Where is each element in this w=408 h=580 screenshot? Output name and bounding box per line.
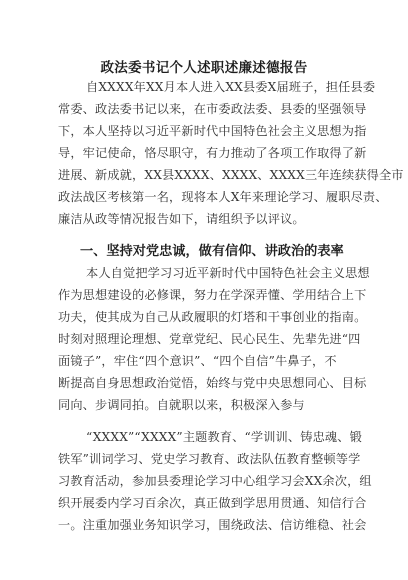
paragraph-line: 自XXXX年XX月本人进入XX县委X届班子，担任县委 <box>86 80 376 94</box>
document-title: 政法委书记个人述职述廉述德报告 <box>100 60 308 76</box>
section-heading: 一、坚持对党忠诚，做有信仰、讲政治的表率 <box>80 244 344 259</box>
paragraph-line: 廉洁从政等情况报告如下，请组织予以评议。 <box>58 212 305 226</box>
paragraph-line: 下，本人坚持以习近平新时代中国特色社会主义思想为指 <box>58 124 367 138</box>
paragraph-line: 一。注重加强业务知识学习，围绕政法、信访维稳、社会 <box>58 518 367 532</box>
paragraph-line: 导，牢记使命，恪尽职守，有力推动了各项工作取得了新 <box>58 146 367 160</box>
paragraph-line: 习教育活动，参加县委理论学习中心组学习会XX余次，组 <box>58 474 372 488</box>
paragraph-line: 织开展委内学习百余次，真正做到学思用贯通、知信行合 <box>58 496 367 510</box>
paragraph-line: 进展、新成就，XX县XXXX、XXXX、XXXX三年连续获得全市 <box>58 168 404 182</box>
paragraph-line: 常委、政法委书记以来，在市委政法委、县委的坚强领导 <box>58 102 367 116</box>
paragraph-line: 铁军”训词学习、党史学习教育、政法队伍教育整顿等学 <box>58 452 361 466</box>
paragraph-line: 时刻对照理论理想、党章党纪、民心民生、先辈先进“四 <box>58 332 361 346</box>
paragraph-line: 功夫，使其成为自己从政履职的灯塔和干事创业的指南。 <box>58 310 367 324</box>
paragraph-line: 政法战区考核第一名，现将本人X年来理论学习、履职尽责、 <box>58 190 388 204</box>
paragraph-line: 作为思想建设的必修课，努力在学深弄懂、学用结合上下 <box>58 288 367 302</box>
paragraph-line: 面镜子”，牢住“四个意识”、“四个自信”牛鼻子，不 <box>58 354 337 368</box>
paragraph-line: 同向、步调同拍。自就职以来，积极深入参与 <box>58 398 305 412</box>
paragraph-line: 断提高自身思想政治觉悟，始终与党中央思想同心、目标 <box>58 376 367 390</box>
paragraph-line: “XXXX”“XXXX”主题教育、“学训训、铸忠魂、锻 <box>86 430 362 444</box>
paragraph-line: 本人自觉把学习习近平新时代中国特色社会主义思想 <box>86 266 370 280</box>
